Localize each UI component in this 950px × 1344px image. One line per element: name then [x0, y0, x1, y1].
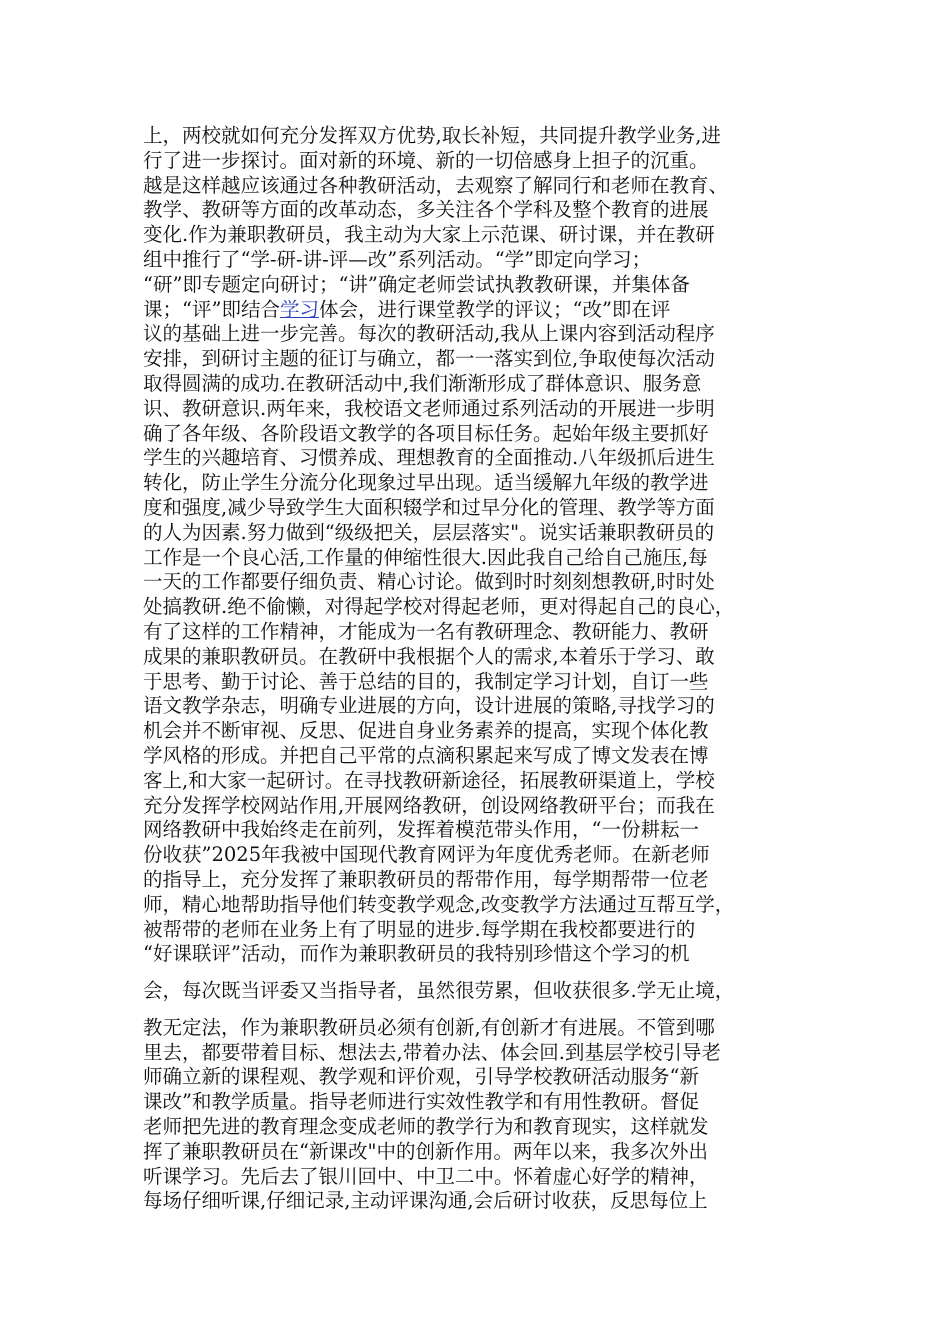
text-line: 识、教研意识.两年来，我校语文老师通过系列活动的开展进一步明	[143, 396, 715, 420]
document-body	[143, 124, 813, 1214]
study-link[interactable]: 学习	[279, 297, 319, 321]
text-line: 客上,和大家一起研讨。在寻找教研新途径，拓展教研渠道上，学校	[143, 768, 715, 792]
text-line: 行了进一步探讨。面对新的环境、新的一切倍感身上担子的沉重。	[143, 148, 709, 172]
text-line: 教无定法，作为兼职教研员必须有创新,有创新才有进展。不管到哪	[143, 1015, 715, 1039]
text-line: 的人为因素.努力做到“级级把关，层层落实"。说实话兼职教研员的	[143, 520, 715, 544]
text-line: 听课学习。先后去了银川回中、中卫二中。怀着虚心好学的精神，	[143, 1164, 709, 1188]
text-line: 会，每次既当评委又当指导者，虽然很劳累，但收获很多.学无止境，	[143, 979, 735, 1003]
text-line: 工作是一个良心活,工作量的伸缩性很大.因此我自己给自己施压,每	[143, 545, 708, 569]
text-line: 转化，防止学生分流分化现象过早出现。适当缓解九年级的教学进	[143, 471, 709, 495]
text-segment: 体会，进行课堂教学的评议；“改”即在评	[318, 297, 671, 321]
text-segment: 课；“评”即结合	[143, 297, 280, 321]
text-line: 学生的兴趣培育、习惯养成、理想教育的全面推动.八年级抓后进生	[143, 446, 715, 470]
text-line: 里去，都要带着目标、想法去,带着办法、体会回.到基层学校引导老	[143, 1040, 721, 1064]
text-line: 的指导上，充分发挥了兼职教研员的帮带作用，每学期帮带一位老	[143, 867, 709, 891]
text-line: 议的基础上进一步完善。每次的教研活动,我从上课内容到活动程序	[143, 322, 715, 346]
text-line: 师，精心地帮助指导他们转变教学观念,改变教学方法通过互帮互学，	[143, 892, 735, 916]
text-line: 处搞教研.绝不偷懒，对得起学校对得起老师，更对得起自己的良心，	[143, 595, 735, 619]
text-line: 被帮带的老师在业务上有了明显的进步.每学期在我校都要进行的	[143, 917, 696, 941]
text-line: 每场仔细听课,仔细记录,主动评课沟通,会后研讨收获，反思每位上	[143, 1189, 708, 1213]
text-line: 挥了兼职教研员在“新课改"中的创新作用。两年以来，我多次外出	[143, 1139, 708, 1163]
text-line: 确了各年级、各阶段语文教学的各项目标任务。起始年级主要抓好	[143, 421, 709, 445]
text-line: 有了这样的工作精神，才能成为一名有教研理念、教研能力、教研	[143, 619, 709, 643]
text-line: 组中推行了“学-研-讲-评—改”系列活动。“学”即定向学习；	[143, 247, 652, 271]
text-line: “研”即专题定向研讨；“讲”确定老师尝试执教教研课，并集体备	[143, 272, 690, 296]
text-line: 学风格的形成。并把自己平常的点滴积累起来写成了博文发表在博	[143, 743, 709, 767]
text-line: 取得圆满的成功.在教研活动中,我们渐渐形成了群体意识、服务意	[143, 371, 702, 395]
text-line: “好课联评”活动，而作为兼职教研员的我特别珍惜这个学习的机	[143, 942, 690, 966]
text-line-with-link	[143, 298, 813, 323]
text-line: 机会并不断审视、反思、促进自身业务素养的提高，实现个体化教	[143, 719, 709, 743]
text-line: 网络教研中我始终走在前列，发挥着模范带头作用，“一份耕耘一	[143, 818, 699, 842]
text-line: 语文教学杂志，明确专业进展的方向，设计进展的策略,寻找学习的	[143, 694, 715, 718]
text-line: 上，两校就如何充分发挥双方优势,取长补短，共同提升教学业务,进	[143, 124, 721, 147]
text-line: 课改”和教学质量。指导老师进行实效性教学和有用性教研。督促	[143, 1090, 699, 1114]
text-line: 份收获”2025年我被中国现代教育网评为年度优秀老师。在新老师	[143, 843, 710, 867]
text-line: 教学、教研等方面的改革动态，多关注各个学科及整个教育的进展	[143, 198, 709, 222]
text-line: 于思考、勤于讨论、善于总结的目的，我制定学习计划，自订一些	[143, 669, 709, 693]
text-line: 度和强度,减少导致学生大面积辍学和过早分化的管理、教学等方面	[143, 495, 715, 519]
text-line: 越是这样越应该通过各种教研活动，去观察了解同行和老师在教育、	[143, 173, 729, 197]
text-line: 老师把先进的教育理念变成老师的教学行为和教育现实，这样就发	[143, 1115, 709, 1139]
text-line: 一天的工作都要仔细负责、精心讨论。做到时时刻刻想教研,时时处	[143, 570, 715, 594]
text-line: 师确立新的课程观、教学观和评价观，引导学校教研活动服务“新	[143, 1065, 699, 1089]
text-line: 成果的兼职教研员。在教研中我根据个人的需求,本着乐于学习、敢	[143, 644, 715, 668]
text-line: 安排，到研讨主题的征订与确立，都一一落实到位,争取使每次活动	[143, 347, 715, 371]
text-line: 变化.作为兼职教研员，我主动为大家上示范课、研讨课，并在教研	[143, 223, 715, 247]
text-line: 充分发挥学校网站作用,开展网络教研，创设网络教研平台；而我在	[143, 793, 715, 817]
